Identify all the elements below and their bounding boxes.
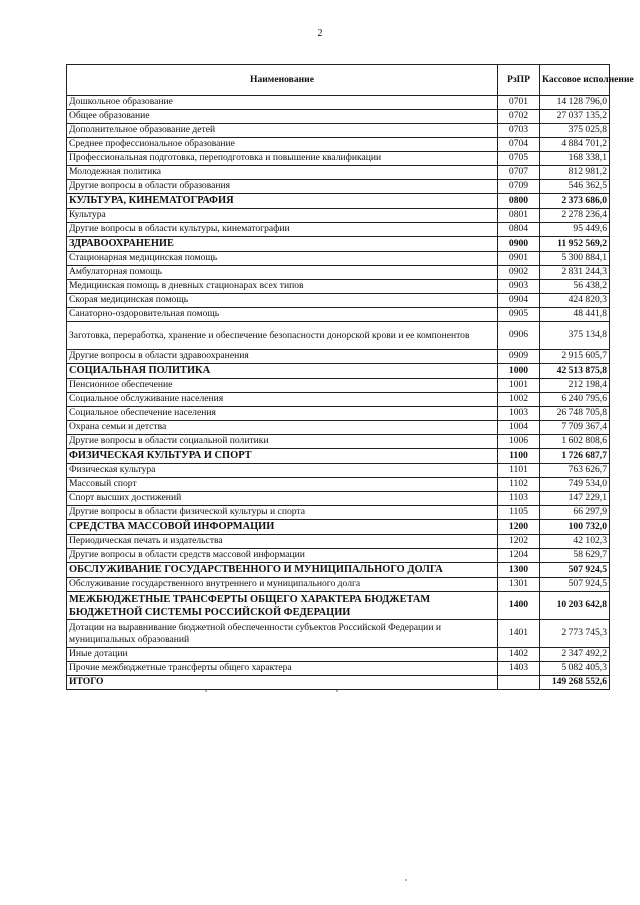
table-row	[67, 308, 610, 322]
table-row	[67, 96, 610, 110]
row-name: Другие вопросы в области средств массовой информации	[67, 549, 498, 563]
row-code: 0906	[498, 322, 540, 350]
row-code: 1001	[498, 379, 540, 393]
scan-speck	[405, 879, 407, 881]
row-code: 0900	[498, 237, 540, 252]
row-amount: 56 438,2	[540, 280, 610, 294]
row-name: ЗДРАВООХРАНЕНИЕ	[67, 237, 498, 252]
row-code: 0801	[498, 209, 540, 223]
row-amount: 2 831 244,3	[540, 266, 610, 280]
row-amount: 749 534,0	[540, 478, 610, 492]
row-amount: 812 981,2	[540, 166, 610, 180]
row-amount: 1 602 808,6	[540, 435, 610, 449]
total-label: ИТОГО	[67, 676, 498, 690]
section-row	[67, 237, 610, 252]
row-name: Заготовка, переработка, хранение и обеспечение безопасности донорской крови и ее компонентов	[67, 322, 498, 350]
table-row	[67, 421, 610, 435]
row-amount: 2 773 745,3	[540, 620, 610, 648]
table-row	[67, 124, 610, 138]
row-code: 1102	[498, 478, 540, 492]
row-name: Стационарная медицинская помощь	[67, 252, 498, 266]
row-name: Общее образование	[67, 110, 498, 124]
row-amount: 375 025,8	[540, 124, 610, 138]
row-code: 1402	[498, 648, 540, 662]
row-amount: 147 229,1	[540, 492, 610, 506]
row-name: Другие вопросы в области социальной политики	[67, 435, 498, 449]
row-name: Другие вопросы в области образования	[67, 180, 498, 194]
row-amount: 27 037 135,2	[540, 110, 610, 124]
table-row	[67, 152, 610, 166]
row-code: 0800	[498, 194, 540, 209]
header-name: Наименование	[67, 65, 498, 96]
table-row	[67, 492, 610, 506]
row-name: Дотации на выравнивание бюджетной обеспеченности субъектов Российской Федерации и муниципальных образований	[67, 620, 498, 648]
row-amount: 42 102,3	[540, 535, 610, 549]
row-amount: 26 748 705,8	[540, 407, 610, 421]
table-row	[67, 620, 610, 648]
page-number: 2	[317, 28, 323, 39]
row-code: 1103	[498, 492, 540, 506]
section-row	[67, 563, 610, 578]
row-amount: 168 338,1	[540, 152, 610, 166]
row-amount: 4 884 701,2	[540, 138, 610, 152]
table-row	[67, 350, 610, 364]
row-amount: 42 513 875,8	[540, 364, 610, 379]
row-code: 1301	[498, 578, 540, 592]
row-code: 0909	[498, 350, 540, 364]
row-code: 0905	[498, 308, 540, 322]
row-name: Дополнительное образование детей	[67, 124, 498, 138]
table-row	[67, 393, 610, 407]
row-code: 1300	[498, 563, 540, 578]
row-code: 0903	[498, 280, 540, 294]
row-code: 1006	[498, 435, 540, 449]
row-amount: 1 726 687,7	[540, 449, 610, 464]
row-name: Профессиональная подготовка, переподготовка и повышение квалификации	[67, 152, 498, 166]
table-row	[67, 138, 610, 152]
row-name: ФИЗИЧЕСКАЯ КУЛЬТУРА И СПОРТ	[67, 449, 498, 464]
row-name: Охрана семьи и детства	[67, 421, 498, 435]
row-amount: 2 915 605,7	[540, 350, 610, 364]
section-row	[67, 194, 610, 209]
section-row	[67, 520, 610, 535]
row-code: 1105	[498, 506, 540, 520]
row-amount: 507 924,5	[540, 578, 610, 592]
row-amount: 95 449,6	[540, 223, 610, 237]
row-code: 1003	[498, 407, 540, 421]
row-code: 0703	[498, 124, 540, 138]
row-code: 0904	[498, 294, 540, 308]
header-amount: Кассовое исполнение	[540, 65, 610, 96]
row-amount: 14 128 796,0	[540, 96, 610, 110]
row-name: Другие вопросы в области культуры, кинематографии	[67, 223, 498, 237]
table-row	[67, 209, 610, 223]
budget-execution-table	[66, 64, 634, 690]
table-row	[67, 223, 610, 237]
row-name: Амбулаторная помощь	[67, 266, 498, 280]
row-name: Обслуживание государственного внутреннего и муниципального долга	[67, 578, 498, 592]
row-name: Физическая культура	[67, 464, 498, 478]
row-name: МЕЖБЮДЖЕТНЫЕ ТРАНСФЕРТЫ ОБЩЕГО ХАРАКТЕРА БЮДЖЕТАМ БЮДЖЕТНОЙ СИСТЕМЫ РОССИЙСКОЙ ФЕДЕРАЦИИ	[67, 592, 498, 620]
row-name: ОБСЛУЖИВАНИЕ ГОСУДАРСТВЕННОГО И МУНИЦИПАЛЬНОГО ДОЛГА	[67, 563, 498, 578]
row-name: Социальное обеспечение населения	[67, 407, 498, 421]
section-row	[67, 364, 610, 379]
row-code: 0701	[498, 96, 540, 110]
row-amount: 48 441,8	[540, 308, 610, 322]
table-row	[67, 294, 610, 308]
section-row	[67, 592, 610, 620]
row-name: Другие вопросы в области физической культуры и спорта	[67, 506, 498, 520]
row-code: 1403	[498, 662, 540, 676]
row-code: 1000	[498, 364, 540, 379]
row-amount: 2 347 492,2	[540, 648, 610, 662]
row-name: СРЕДСТВА МАССОВОЙ ИНФОРМАЦИИ	[67, 520, 498, 535]
row-name: Массовый спорт	[67, 478, 498, 492]
row-name: КУЛЬТУРА, КИНЕМАТОГРАФИЯ	[67, 194, 498, 209]
table-row	[67, 280, 610, 294]
row-code: 1004	[498, 421, 540, 435]
row-name: Молодежная политика	[67, 166, 498, 180]
table-row	[67, 478, 610, 492]
row-code: 0804	[498, 223, 540, 237]
row-name: Пенсионное обеспечение	[67, 379, 498, 393]
row-amount: 58 629,7	[540, 549, 610, 563]
row-amount: 2 373 686,0	[540, 194, 610, 209]
row-code: 0702	[498, 110, 540, 124]
row-amount: 763 626,7	[540, 464, 610, 478]
table-row	[67, 407, 610, 421]
row-name: Социальное обслуживание населения	[67, 393, 498, 407]
row-name: Спорт высших достижений	[67, 492, 498, 506]
table-row	[67, 549, 610, 563]
row-code: 1200	[498, 520, 540, 535]
total-amount: 149 268 552,6	[540, 676, 610, 690]
row-name: Дошкольное образование	[67, 96, 498, 110]
row-code: 1401	[498, 620, 540, 648]
section-row	[67, 449, 610, 464]
table-header-row	[67, 65, 610, 96]
row-name: Прочие межбюджетные трансферты общего характера	[67, 662, 498, 676]
row-amount: 7 709 367,4	[540, 421, 610, 435]
row-amount: 66 297,9	[540, 506, 610, 520]
table-row	[67, 379, 610, 393]
table-row	[67, 506, 610, 520]
table-row	[67, 180, 610, 194]
row-name: Другие вопросы в области здравоохранения	[67, 350, 498, 364]
row-name: Культура	[67, 209, 498, 223]
table-row	[67, 662, 610, 676]
row-code: 1100	[498, 449, 540, 464]
row-name: СОЦИАЛЬНАЯ ПОЛИТИКА	[67, 364, 498, 379]
scan-speck	[336, 690, 338, 692]
table-row	[67, 110, 610, 124]
row-name: Среднее профессиональное образование	[67, 138, 498, 152]
row-code: 0707	[498, 166, 540, 180]
row-amount: 546 362,5	[540, 180, 610, 194]
scan-speck	[205, 690, 207, 692]
table-row	[67, 166, 610, 180]
row-name: Скорая медицинская помощь	[67, 294, 498, 308]
row-amount: 6 240 795,6	[540, 393, 610, 407]
table-row	[67, 578, 610, 592]
row-code: 1202	[498, 535, 540, 549]
row-amount: 424 820,3	[540, 294, 610, 308]
total-code	[498, 676, 540, 690]
row-amount: 507 924,5	[540, 563, 610, 578]
header-code: РзПР	[498, 65, 540, 96]
row-code: 0705	[498, 152, 540, 166]
row-name: Медицинская помощь в дневных стационарах всех типов	[67, 280, 498, 294]
table-body	[67, 96, 610, 676]
row-amount: 212 198,4	[540, 379, 610, 393]
row-code: 1400	[498, 592, 540, 620]
row-amount: 11 952 569,2	[540, 237, 610, 252]
table-row	[67, 266, 610, 280]
row-code: 1002	[498, 393, 540, 407]
row-code: 0709	[498, 180, 540, 194]
total-row	[67, 676, 610, 690]
table-row	[67, 435, 610, 449]
row-name: Периодическая печать и издательства	[67, 535, 498, 549]
row-amount: 100 732,0	[540, 520, 610, 535]
row-code: 0704	[498, 138, 540, 152]
row-code: 0901	[498, 252, 540, 266]
row-name: Санаторно-оздоровительная помощь	[67, 308, 498, 322]
row-amount: 5 082 405,3	[540, 662, 610, 676]
row-code: 0902	[498, 266, 540, 280]
table-row	[67, 252, 610, 266]
table-row	[67, 464, 610, 478]
row-amount: 2 278 236,4	[540, 209, 610, 223]
table-row	[67, 648, 610, 662]
row-code: 1101	[498, 464, 540, 478]
row-name: Иные дотации	[67, 648, 498, 662]
row-amount: 375 134,8	[540, 322, 610, 350]
table-row	[67, 535, 610, 549]
row-amount: 5 300 884,1	[540, 252, 610, 266]
row-amount: 10 203 642,8	[540, 592, 610, 620]
table-row	[67, 322, 610, 350]
row-code: 1204	[498, 549, 540, 563]
